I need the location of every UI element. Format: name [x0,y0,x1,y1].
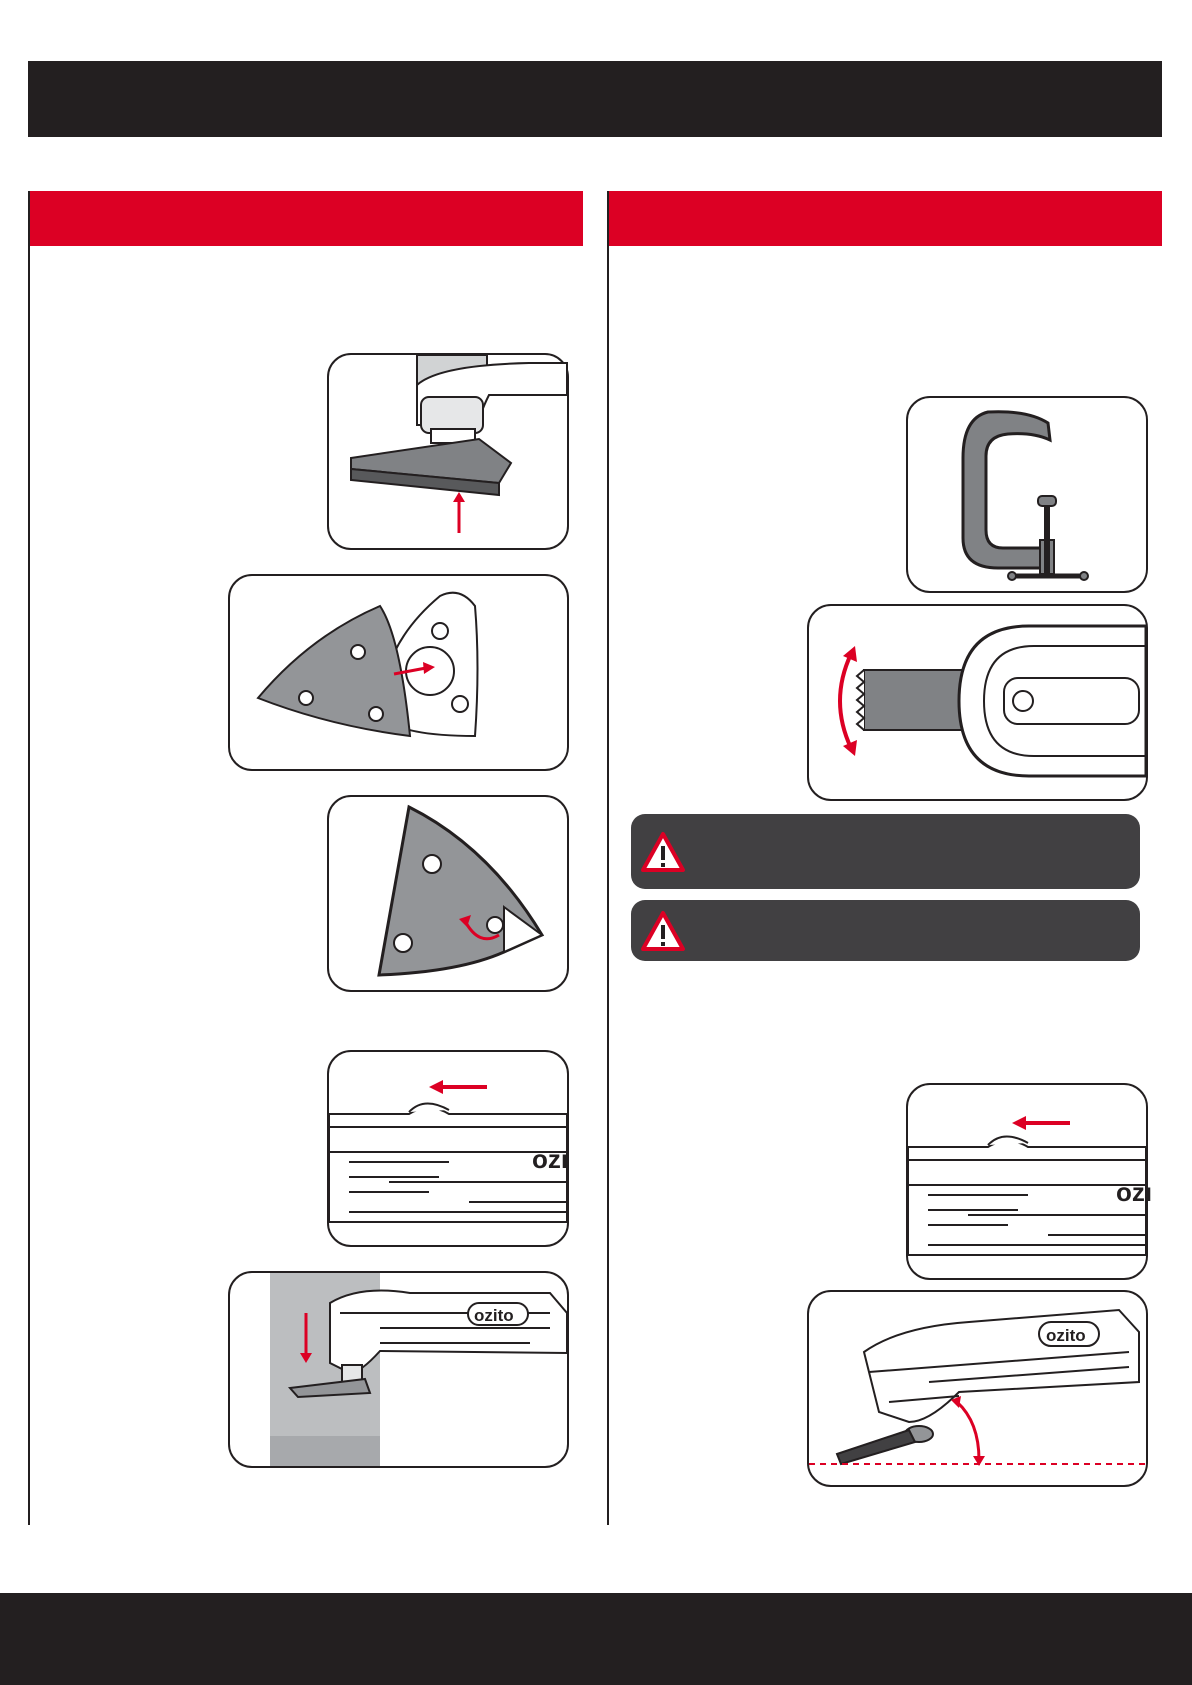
fit-sanding-pad-figure [327,353,569,550]
sanding-technique-figure [228,1271,569,1468]
tool-brand-label-partial: ozı [532,1144,569,1174]
clamp-figure [906,396,1148,593]
page-title-banner [28,61,1162,137]
flush-cut-figure [807,1290,1148,1487]
left-section-header [28,191,583,246]
page-footer-banner [0,1593,1192,1685]
blade-oscillation-figure [807,604,1148,801]
tool-brand-label-right: ozito [1046,1326,1086,1345]
warning-triangle-icon [639,828,687,876]
align-sanding-sheet-figure [228,574,569,771]
remove-sanding-sheet-figure [327,795,569,992]
switch-on-figure-right [906,1083,1153,1280]
left-column-rule [28,191,30,1525]
tool-brand-label-partial-right: ozı [1116,1177,1153,1207]
warning-box-1 [631,814,1140,889]
right-column-rule [607,191,609,1525]
right-section-header [609,191,1162,246]
warning-box-2 [631,900,1140,961]
tool-brand-label-left: ozito [474,1306,514,1325]
warning-triangle-icon [639,907,687,955]
switch-on-figure-left [327,1050,569,1247]
